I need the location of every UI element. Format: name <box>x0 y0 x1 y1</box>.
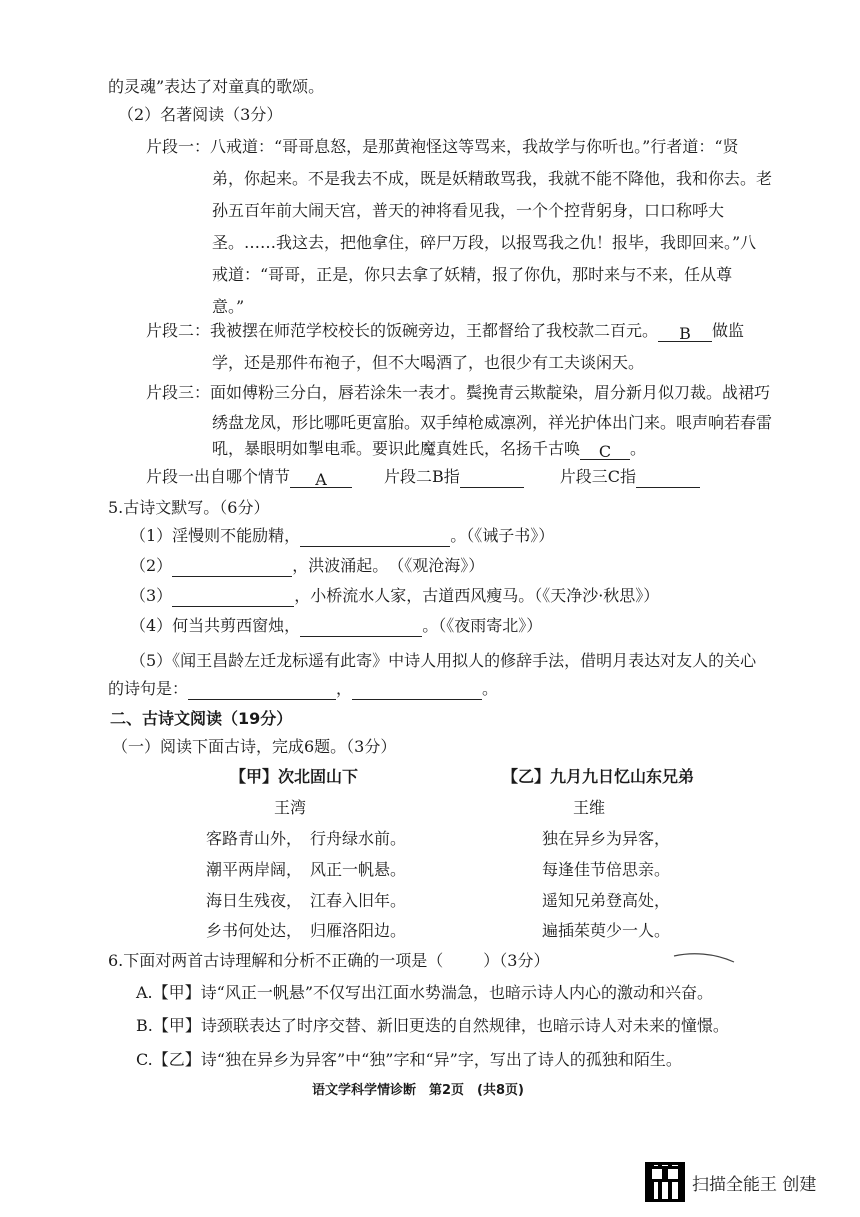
q5-5-blank-1[interactable] <box>188 681 336 700</box>
frag3-line-1: 片段三：面如傅粉三分白，唇若涂朱一表才。鬓挽青云欺靛染，眉分新月似刀裁。战裙巧 <box>146 383 771 402</box>
poem-b-line-4: 遍插茱萸少一人。 <box>542 921 671 940</box>
frag1-line-6: 意。” <box>212 297 245 316</box>
q6-option-c: C.【乙】诗“独在异乡为异客”中“独”字和“异”字，写出了诗人的孤独和陌生。 <box>136 1050 682 1069</box>
poem-a-title: 【甲】次北固山下 <box>230 767 359 786</box>
q5-5-period: 。 <box>482 679 499 698</box>
poem-b-author: 王维 <box>573 798 606 817</box>
poem-b-line-3: 遥知兄弟登高处， <box>542 891 671 910</box>
frag1-line-3: 孙五百年前大闹天宫，普天的神将看见我，一个个控背躬身，口口称呼大 <box>212 201 725 220</box>
q5-4-blank[interactable] <box>300 618 422 637</box>
q5-5-text: 的诗句是： <box>108 679 189 698</box>
q5-item-3 <box>130 585 659 607</box>
blank-frag3[interactable] <box>636 469 700 488</box>
frag1-line-4: 圣。……我这去，把他拿住，碎尸万段，以报骂我之仇！报毕，我即回来。”八 <box>212 233 757 252</box>
q-frag3: 片段三C指 <box>559 467 637 486</box>
q5-5-comma: ， <box>336 679 353 698</box>
poem-a-author: 王湾 <box>274 798 307 817</box>
poem-a-line-3: 海日生残夜， 江春入旧年。 <box>206 891 407 910</box>
q-frag1: 片段一出自哪个情节 <box>146 467 291 486</box>
blank-frag2[interactable] <box>460 469 524 488</box>
intro-end-line: 的灵魂”表达了对童真的歌颂。 <box>108 77 325 96</box>
q5-item-2 <box>130 555 484 577</box>
q6-stem-text: 6.下面对两首古诗理解和分析不正确的一项是（ <box>108 951 444 970</box>
frag1-line-2: 弟，你起来。不是我去不成，既是妖精敢骂我，我就不能不降他，我和你去。老 <box>212 169 773 188</box>
q5-2-text: （2） <box>130 556 173 575</box>
q6-option-b: B.【甲】诗颈联表达了时序交替、新旧更迭的自然规律，也暗示诗人对未来的憧憬。 <box>136 1016 729 1035</box>
q5-5-blank-2[interactable] <box>352 681 482 700</box>
frag3-line-3 <box>212 438 646 460</box>
mingzhu-heading: （2）名著阅读（3分） <box>118 105 283 124</box>
q-frag2: 片段二B指 <box>384 467 460 486</box>
q5-2-blank[interactable] <box>172 558 292 577</box>
q5-item-5-line-2 <box>108 678 498 700</box>
q5-3-blank[interactable] <box>172 588 294 607</box>
q5-3-text: （3） <box>130 586 173 605</box>
q5-2-source: ，洪波涌起。 （《观沧海》） <box>292 556 485 575</box>
frag3-text-post: 。 <box>630 439 647 458</box>
poem-a-line-2: 潮平两岸阔， 风正一帆悬。 <box>206 860 407 879</box>
q5-item-4 <box>130 615 542 637</box>
frag2-text: 片段二：我被摆在师范学校校长的饭碗旁边，王都督给了我校款二百元。 <box>146 321 659 340</box>
poem-b-title: 【乙】九月九日忆山东兄弟 <box>502 767 695 786</box>
q5-item-1 <box>130 525 554 547</box>
page-footer: 语文学科学情诊断 第2页 (共8页) <box>312 1083 524 1098</box>
poem-b-line-1: 独在异乡为异客， <box>542 829 671 848</box>
q5-3-source: ，小桥流水人家，古道西风瘦马。（《天净沙·秋思》） <box>294 586 660 605</box>
frag3-blank-c: C <box>580 441 630 460</box>
frag3-line-2: 绣盘龙凤，形比哪吒更富胎。双手绰枪威凛冽，祥光护体出门来。哏声响若春雷 <box>212 413 773 432</box>
q5-title: 5.古诗文默写。（6分） <box>108 498 270 517</box>
frag1-line-1: 片段一：八戒道：“哥哥息怒，是那黄袍怪这等骂来，我故学与你听也。”行者道：“贤 <box>146 137 739 156</box>
frag3-text: 吼，暴眼明如掣电乖。要识此魔真姓氏，名扬千古唤 <box>212 439 581 458</box>
scanner-watermark: 扫描全能王 创建 <box>692 1175 817 1195</box>
frag1-line-5: 戒道：“哥哥，正是，你只去拿了妖精，报了你仇，那时来与不来，任从尊 <box>212 265 733 284</box>
q5-4-source: 。（《夜雨寄北》） <box>422 616 543 635</box>
fragment-questions <box>146 466 700 488</box>
q5-item-5-line-1: （5）《闻王昌龄左迁龙标遥有此寄》中诗人用拟人的修辞手法，借明月表达对友人的关心 <box>130 651 757 670</box>
qr-code-icon <box>645 1162 685 1202</box>
q6-points: ）（3分） <box>483 951 550 970</box>
poem-b-line-2: 每逢佳节倍思亲。 <box>542 860 671 879</box>
pen-stroke-mark <box>672 948 736 966</box>
q5-1-blank[interactable] <box>300 528 450 547</box>
q6-stem <box>108 950 549 972</box>
poem-a-line-4: 乡书何处达， 归雁洛阳边。 <box>206 921 407 940</box>
frag2-text-post: 做监 <box>712 321 745 340</box>
q5-1-source: 。（《诫子书》） <box>450 526 555 545</box>
q5-4-text: （4）何当共剪西窗烛， <box>130 616 301 635</box>
q5-1-text: （1）淫慢则不能励精， <box>130 526 301 545</box>
blank-a: A <box>290 469 352 488</box>
q6-option-a: A.【甲】诗“风正一帆悬”不仅写出江面水势湍急，也暗示诗人内心的激动和兴奋。 <box>136 983 714 1002</box>
section2-sub: （一）阅读下面古诗，完成6题。（3分） <box>112 737 397 756</box>
section2-title: 二、古诗文阅读（19分） <box>110 709 293 728</box>
frag2-line-1 <box>146 320 744 342</box>
frag2-blank-b: B <box>658 323 712 342</box>
frag2-line-2: 学，还是那件布袍子，但不大喝酒了，也很少有工夫谈闲天。 <box>212 353 645 372</box>
poem-a-line-1: 客路青山外， 行舟绿水前。 <box>206 829 407 848</box>
